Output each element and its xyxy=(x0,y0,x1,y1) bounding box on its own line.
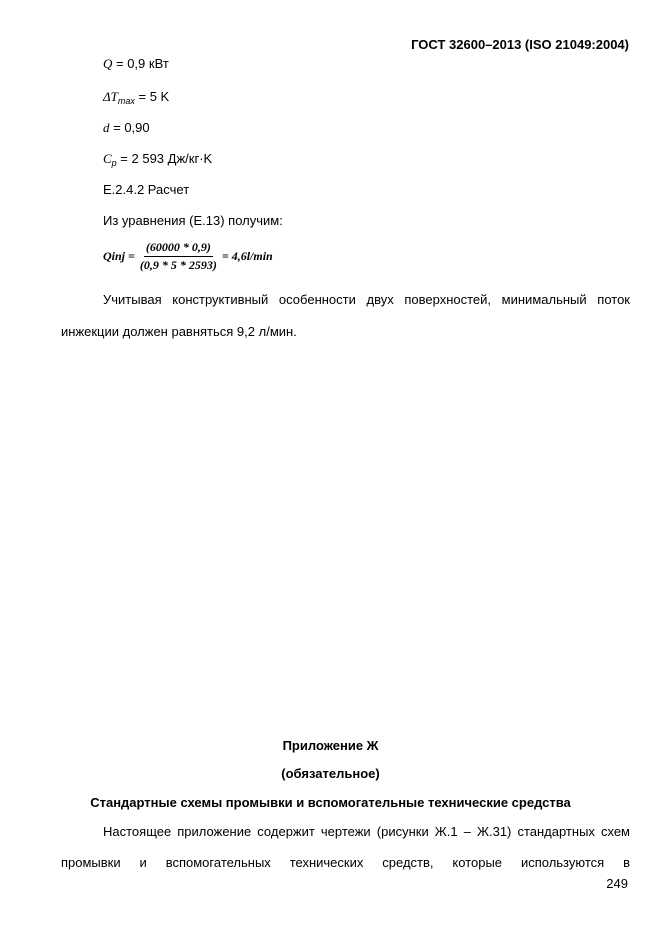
param-heat-load xyxy=(103,56,169,72)
paragraph1-line1: Учитывая конструктивный особенности двух поверхностей, минимальный поток xyxy=(103,292,630,307)
param-value: = 2 593 Дж/кг·K xyxy=(116,151,213,166)
document-header: ГОСТ 32600–2013 (ISO 21049:2004) xyxy=(411,37,629,52)
appendix-title: Приложение Ж xyxy=(282,738,379,753)
formula-numerator: (60000 * 0,9) xyxy=(144,240,213,257)
formula-rhs: = 4,6l/min xyxy=(221,249,273,263)
param-heat-capacity xyxy=(103,151,212,167)
appendix-status: (обязательное) xyxy=(281,766,380,781)
intro-text: Из уравнения (Е.13) получим: xyxy=(103,213,283,228)
paragraph2-line1: Настоящее приложение содержит чертежи (рисунки Ж.1 – Ж.31) стандартных схем xyxy=(103,824,630,839)
formula xyxy=(103,240,273,273)
param-density xyxy=(103,120,150,136)
param-symbol: C xyxy=(103,151,112,166)
param-delta-t xyxy=(103,89,169,105)
param-value: = 0,90 xyxy=(109,120,150,135)
appendix-heading: Стандартные схемы промывки и вспомогательные технические средства xyxy=(90,795,571,810)
formula-denominator: (0,9 * 5 * 2593) xyxy=(139,258,217,272)
param-symbol: ΔT xyxy=(103,89,118,104)
param-subscript: p xyxy=(111,158,117,168)
param-value: = 5 K xyxy=(134,89,170,104)
paragraph1-line2: инжекции должен равняться 9,2 л/мин. xyxy=(61,324,297,339)
paragraph2-line2: промывки и вспомогательных технических средств, которые используются в xyxy=(61,855,630,870)
formula-lhs: Qinj = xyxy=(103,249,135,263)
param-subscript: max xyxy=(117,96,135,106)
page-number: 249 xyxy=(606,876,628,891)
section-number: Е.2.4.2 Расчет xyxy=(103,182,190,197)
param-value: = 0,9 кВт xyxy=(112,56,169,71)
param-symbol: d xyxy=(103,120,110,135)
param-symbol: Q xyxy=(103,56,113,71)
formula-fraction xyxy=(138,240,219,273)
